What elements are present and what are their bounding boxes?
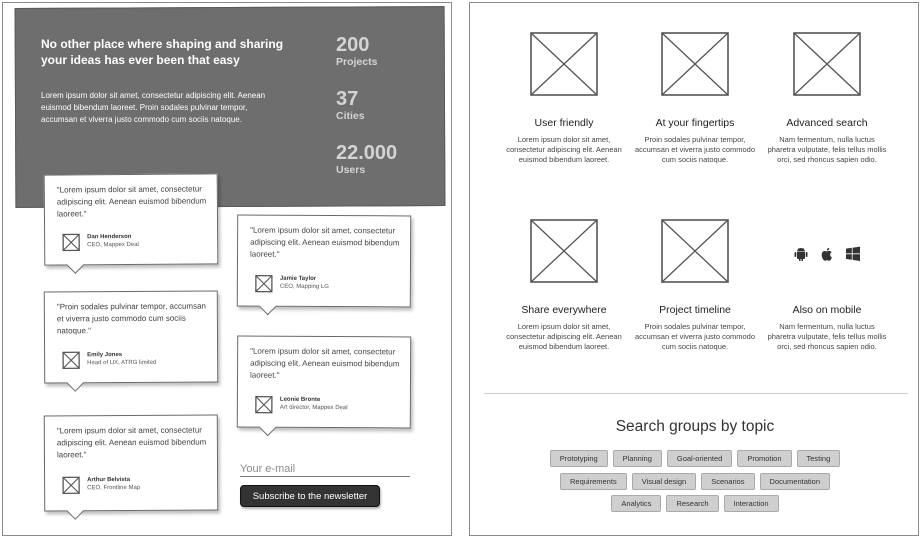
image-placeholder-icon bbox=[660, 31, 730, 97]
testimonial-author bbox=[87, 351, 207, 368]
feature-project-timeline bbox=[633, 218, 757, 352]
bubble-tail bbox=[67, 375, 84, 392]
stat-users bbox=[336, 142, 397, 176]
avatar-placeholder-icon bbox=[62, 233, 80, 251]
tag-planning[interactable]: Planning bbox=[613, 450, 662, 467]
groups-title: Search groups by topic bbox=[615, 418, 775, 435]
windows-icon bbox=[845, 246, 861, 262]
feature-description: Proin sodales pulvinar tempor, accumsan et viverra justo commodo cum sociis natoque. bbox=[634, 322, 756, 351]
testimonial-author bbox=[87, 476, 207, 493]
email-input[interactable] bbox=[240, 462, 410, 477]
feature-title: Advanced search bbox=[786, 117, 868, 129]
feature-description: Proin sodales pulvinar tempor, accumsan et viverra justo commodo cum sociis natoque. bbox=[634, 135, 756, 164]
stat-label: Cities bbox=[336, 110, 365, 122]
author-name: Jamie Taylor bbox=[279, 275, 317, 282]
subscribe-newsletter-button[interactable]: Subscribe to the newsletter bbox=[240, 485, 380, 507]
testimonial-quote: "Proin sodales pulvinar tempor, accumsan et viverra justo commodo cum sociis natoque." bbox=[56, 301, 207, 336]
author-role: Head of UX, ATRG limited bbox=[87, 359, 157, 367]
stat-cities bbox=[336, 88, 365, 122]
image-placeholder-icon bbox=[792, 31, 862, 97]
feature-title: User friendly bbox=[534, 117, 594, 129]
tag-scenarios[interactable]: Scenarios bbox=[701, 473, 754, 490]
tag-interaction[interactable]: Interaction bbox=[724, 495, 779, 512]
avatar-placeholder-icon bbox=[255, 275, 273, 293]
feature-description: Nam fermentum, nulla luctus pharetra vulputate, felis tellus mollis orci, sed rhoncus sapien odio. bbox=[767, 135, 887, 164]
feature-advanced-search bbox=[765, 31, 889, 165]
feature-user-friendly bbox=[502, 31, 626, 165]
testimonial-author bbox=[87, 232, 207, 249]
feature-description: Lorem ipsum dolor sit amet, consectetur adipiscing elit. Aenean euismod bibendum laoreet. bbox=[506, 322, 622, 351]
author-name: Arthur Belvista bbox=[87, 477, 131, 484]
hero-body: Lorem ipsum dolor sit amet, consectetur adipiscing elit. Aenean euismod bibendum laoreet. Proin sodales pulvinar tempor, accumsan et viverra justo commodo cum sociis natoque. bbox=[41, 91, 266, 124]
avatar-placeholder-icon bbox=[62, 476, 80, 494]
stat-label: Projects bbox=[336, 56, 378, 68]
feature-title: Also on mobile bbox=[792, 304, 862, 316]
image-placeholder-icon bbox=[529, 31, 599, 97]
feature-at-your-fingertips bbox=[633, 31, 757, 165]
section-divider bbox=[484, 393, 908, 394]
testimonial-bubble bbox=[237, 336, 411, 429]
tag-row bbox=[470, 495, 919, 512]
bubble-tail bbox=[67, 503, 84, 520]
testimonial-quote: "Lorem ipsum dolor sit amet, consectetur adipiscing elit. Aenean euismod bibendum laoreet." bbox=[250, 225, 400, 259]
tag-row bbox=[470, 473, 919, 490]
tag-documentation[interactable]: Documentation bbox=[760, 473, 830, 490]
mobile-platform-icons bbox=[765, 218, 889, 284]
hero-title: No other place where shaping and sharing your ideas has ever been that easy bbox=[41, 37, 284, 67]
image-placeholder-icon bbox=[660, 218, 730, 284]
tag-promotion[interactable]: Promotion bbox=[737, 450, 791, 467]
author-role: CEO, Mappex Deal bbox=[87, 241, 139, 249]
author-name: Leonie Bronte bbox=[279, 396, 321, 403]
avatar-placeholder-icon bbox=[62, 351, 80, 369]
testimonial-quote: "Lorem ipsum dolor sit amet, consectetur adipiscing elit. Aenean euismod bibendum laoreet." bbox=[56, 425, 207, 460]
testimonial-bubble bbox=[237, 215, 411, 308]
stat-value: 200 bbox=[336, 34, 370, 56]
feature-also-on-mobile bbox=[765, 218, 889, 352]
testimonial-bubble bbox=[44, 291, 218, 384]
feature-title: At your fingertips bbox=[655, 117, 735, 129]
tag-requirements[interactable]: Requirements bbox=[560, 473, 627, 490]
testimonial-author bbox=[280, 275, 400, 292]
tag-testing[interactable]: Testing bbox=[797, 450, 841, 467]
tag-analytics[interactable]: Analytics bbox=[611, 495, 661, 512]
tag-prototyping[interactable]: Prototyping bbox=[550, 450, 608, 467]
author-name: Dan Henderson bbox=[87, 233, 132, 241]
feature-description: Nam fermentum, nulla luctus pharetra vulputate, felis tellus mollis orci, sed rhoncus sapien odio. bbox=[767, 322, 887, 351]
testimonial-quote: "Lorem ipsum dolor sit amet, consectetur adipiscing elit. Aenean euismod bibendum laoreet." bbox=[56, 184, 207, 219]
stat-projects bbox=[336, 34, 377, 68]
bubble-tail bbox=[259, 419, 276, 436]
author-role: Art director, Mappex Deal bbox=[279, 404, 348, 412]
feature-title: Share everywhere bbox=[521, 304, 607, 316]
feature-share-everywhere bbox=[502, 218, 626, 352]
testimonial-author bbox=[280, 396, 400, 413]
author-name: Emily Jones bbox=[87, 352, 123, 359]
author-role: CEO, Mapping LG bbox=[279, 283, 329, 291]
avatar-placeholder-icon bbox=[255, 396, 273, 414]
stat-value: 37 bbox=[336, 88, 359, 110]
android-icon bbox=[793, 246, 809, 262]
image-placeholder-icon bbox=[529, 218, 599, 284]
testimonial-bubble bbox=[44, 173, 219, 265]
bubble-tail bbox=[259, 298, 276, 315]
tag-goal-oriented[interactable]: Goal-oriented bbox=[667, 450, 732, 467]
testimonial-bubble bbox=[44, 415, 219, 512]
author-role: CEO, Frontline Map bbox=[87, 484, 141, 492]
tag-research[interactable]: Research bbox=[666, 495, 718, 512]
bubble-tail bbox=[67, 257, 84, 274]
testimonial-quote: "Lorem ipsum dolor sit amet, consectetur adipiscing elit. Aenean euismod bibendum laoreet." bbox=[250, 346, 400, 380]
stat-label: Users bbox=[336, 164, 366, 176]
left-wireframe-panel bbox=[2, 2, 452, 536]
tag-visual-design[interactable]: Visual design bbox=[632, 473, 696, 490]
feature-title: Project timeline bbox=[659, 304, 731, 316]
stat-value: 22.000 bbox=[336, 142, 398, 164]
feature-description: Lorem ipsum dolor sit amet, consectetur adipiscing elit. Aenean euismod bibendum laoreet. bbox=[506, 135, 622, 164]
apple-icon bbox=[819, 246, 835, 262]
tag-row bbox=[470, 450, 919, 467]
right-wireframe-panel bbox=[469, 2, 919, 536]
